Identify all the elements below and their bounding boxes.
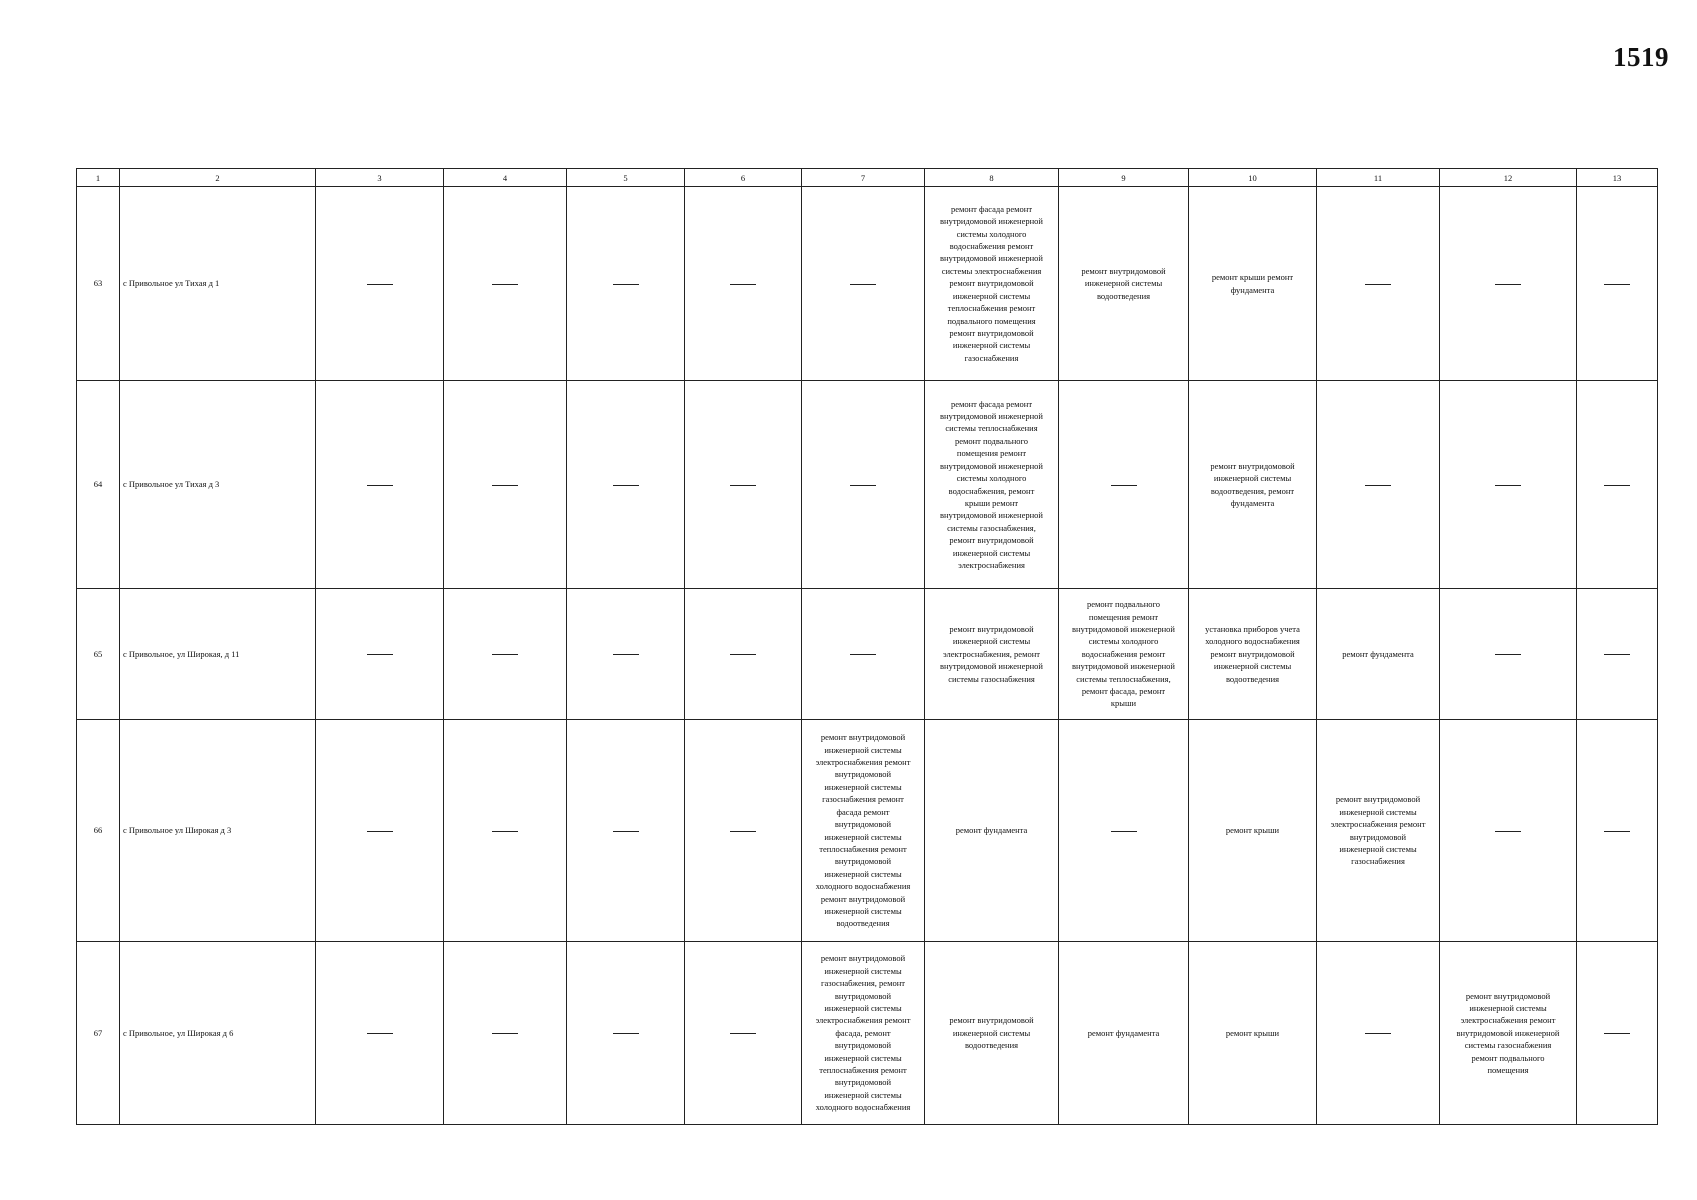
- empty-dash-cell: [1440, 381, 1577, 589]
- work-description-cell: [1189, 942, 1317, 1125]
- empty-dash-cell: [1440, 720, 1577, 942]
- empty-dash-cell: [802, 187, 925, 381]
- table-row: [77, 381, 1658, 589]
- dash-mark: [730, 654, 756, 655]
- work-description-text: ремонт фасада ремонт внутридомовой инженерной системы теплоснабжения ремонт подвального помещения ремонт внутридомовой инженерной системы холодного водоснабжения, ремонт крыши ремонт внутридомовой инженерной системы газоснабжения, ремонт внутридомовой инженерной системы электроснабжения: [940, 398, 1043, 570]
- dash-mark: [850, 654, 876, 655]
- work-description-cell: [1440, 942, 1577, 1125]
- address-cell: с Привольное ул Широкая д 3: [120, 720, 316, 942]
- address-cell: с Привольное, ул Широкая д 6: [120, 942, 316, 1125]
- address-cell: с Привольное, ул Широкая, д 11: [120, 589, 316, 720]
- work-description-cell: [1059, 589, 1189, 720]
- dash-mark: [730, 831, 756, 832]
- empty-dash-cell: [567, 187, 685, 381]
- empty-dash-cell: [567, 720, 685, 942]
- work-description-text: установка приборов учета холодного водоснабжения ремонт внутридомовой инженерной системы водоотведения: [1205, 623, 1300, 684]
- empty-dash-cell: [1577, 381, 1658, 589]
- column-header-12: 12: [1440, 169, 1577, 187]
- column-header-3: 3: [316, 169, 444, 187]
- work-description-cell: [1317, 720, 1440, 942]
- work-description-text: ремонт внутридомовой инженерной системы электроснабжения ремонт внутридомовой инженерной системы газоснабжения: [1330, 794, 1426, 867]
- empty-dash-cell: [802, 381, 925, 589]
- column-header-1: 1: [77, 169, 120, 187]
- empty-dash-cell: [685, 942, 802, 1125]
- dash-mark: [367, 831, 393, 832]
- empty-dash-cell: [316, 942, 444, 1125]
- table-row: [77, 187, 1658, 381]
- column-header-6: 6: [685, 169, 802, 187]
- dash-mark: [613, 654, 639, 655]
- work-description-cell: [925, 942, 1059, 1125]
- work-description-text: ремонт внутридомовой инженерной системы электроснабжения ремонт внутридомовой инженерной системы газоснабжения ремонт фасада ремонт внутридомовой инженерной системы теплоснабжения ремонт внутридомовой инженерной системы холодного водоснабжения ремонт внутридомовой инженерной системы водоотведения: [815, 732, 911, 929]
- empty-dash-cell: [685, 381, 802, 589]
- empty-dash-cell: [1577, 187, 1658, 381]
- table-body: [77, 187, 1658, 1125]
- empty-dash-cell: [1577, 589, 1658, 720]
- work-description-cell: [1317, 589, 1440, 720]
- column-number-row: [77, 169, 1658, 187]
- dash-mark: [1111, 831, 1137, 832]
- work-description-cell: [1059, 942, 1189, 1125]
- dash-mark: [1365, 485, 1391, 486]
- column-header-10: 10: [1189, 169, 1317, 187]
- column-header-11: 11: [1317, 169, 1440, 187]
- dash-mark: [367, 485, 393, 486]
- work-description-text: ремонт крыши ремонт фундамента: [1211, 272, 1294, 295]
- work-description-cell: [1189, 589, 1317, 720]
- empty-dash-cell: [444, 187, 567, 381]
- dash-mark: [492, 485, 518, 486]
- dash-mark: [850, 485, 876, 486]
- work-description-text: ремонт внутридомовой инженерной системы водоотведения: [1081, 265, 1166, 301]
- work-description-cell: [1189, 381, 1317, 589]
- column-header-7: 7: [802, 169, 925, 187]
- dash-mark: [1495, 831, 1521, 832]
- dash-mark: [613, 284, 639, 285]
- work-description-cell: [802, 720, 925, 942]
- row-number-cell: 65: [77, 589, 120, 720]
- dash-mark: [730, 284, 756, 285]
- table-header: [77, 169, 1658, 187]
- empty-dash-cell: [567, 942, 685, 1125]
- dash-mark: [1495, 284, 1521, 285]
- work-description-text: ремонт фундамента: [955, 825, 1028, 836]
- work-description-cell: [1189, 187, 1317, 381]
- table-row: [77, 942, 1658, 1125]
- repair-schedule-table: [76, 168, 1658, 1125]
- column-header-13: 13: [1577, 169, 1658, 187]
- dash-mark: [1604, 485, 1630, 486]
- empty-dash-cell: [685, 589, 802, 720]
- empty-dash-cell: [444, 589, 567, 720]
- empty-dash-cell: [1440, 187, 1577, 381]
- work-description-text: ремонт фундамента: [1342, 648, 1414, 659]
- empty-dash-cell: [1317, 381, 1440, 589]
- dash-mark: [1604, 284, 1630, 285]
- column-header-5: 5: [567, 169, 685, 187]
- table-row: [77, 589, 1658, 720]
- empty-dash-cell: [685, 187, 802, 381]
- empty-dash-cell: [316, 187, 444, 381]
- row-number-cell: 66: [77, 720, 120, 942]
- work-description-cell: [925, 589, 1059, 720]
- dash-mark: [1495, 485, 1521, 486]
- work-description-text: ремонт внутридомовой инженерной системы газоснабжения, ремонт внутридомовой инженерной системы электроснабжения ремонт фасада, ремонт внутридомовой инженерной системы теплоснабжения ремонт внутридомовой инженерной системы холодного водоснабжения: [815, 953, 911, 1113]
- address-cell: с Привольное ул Тихая д 1: [120, 187, 316, 381]
- dash-mark: [613, 485, 639, 486]
- dash-mark: [730, 485, 756, 486]
- dash-mark: [1111, 485, 1137, 486]
- empty-dash-cell: [444, 942, 567, 1125]
- work-description-cell: [1189, 720, 1317, 942]
- dash-mark: [367, 654, 393, 655]
- column-header-8: 8: [925, 169, 1059, 187]
- dash-mark: [613, 1033, 639, 1034]
- column-header-4: 4: [444, 169, 567, 187]
- dash-mark: [613, 831, 639, 832]
- work-description-text: ремонт фасада ремонт внутридомовой инженерной системы холодного водоснабжения ремонт внутридомовой инженерной системы электроснабжения ремонт внутридомовой инженерной системы теплоснабжения ремонт подвального помещения ремонт внутридомовой инженерной системы газоснабжения: [940, 203, 1043, 363]
- work-description-text: ремонт внутридомовой инженерной системы водоотведения: [949, 1015, 1034, 1051]
- empty-dash-cell: [1059, 381, 1189, 589]
- empty-dash-cell: [802, 589, 925, 720]
- empty-dash-cell: [567, 381, 685, 589]
- empty-dash-cell: [444, 720, 567, 942]
- work-description-cell: [802, 942, 925, 1125]
- work-description-text: ремонт внутридомовой инженерной системы электроснабжения ремонт внутридомовой инженерной системы газоснабжения ремонт подвального помещения: [1456, 990, 1560, 1076]
- empty-dash-cell: [1317, 942, 1440, 1125]
- empty-dash-cell: [316, 589, 444, 720]
- empty-dash-cell: [1059, 720, 1189, 942]
- dash-mark: [850, 284, 876, 285]
- dash-mark: [367, 1033, 393, 1034]
- table-row: [77, 720, 1658, 942]
- column-header-2: 2: [120, 169, 316, 187]
- dash-mark: [730, 1033, 756, 1034]
- work-description-text: ремонт фундамента: [1087, 1027, 1160, 1038]
- empty-dash-cell: [1577, 942, 1658, 1125]
- empty-dash-cell: [1577, 720, 1658, 942]
- empty-dash-cell: [444, 381, 567, 589]
- empty-dash-cell: [685, 720, 802, 942]
- dash-mark: [492, 831, 518, 832]
- dash-mark: [367, 284, 393, 285]
- empty-dash-cell: [1317, 187, 1440, 381]
- column-header-9: 9: [1059, 169, 1189, 187]
- empty-dash-cell: [1440, 589, 1577, 720]
- row-number-cell: 63: [77, 187, 120, 381]
- work-description-cell: [1059, 187, 1189, 381]
- dash-mark: [1365, 284, 1391, 285]
- row-number-cell: 67: [77, 942, 120, 1125]
- work-description-cell: [925, 381, 1059, 589]
- empty-dash-cell: [567, 589, 685, 720]
- empty-dash-cell: [316, 720, 444, 942]
- work-description-text: ремонт внутридомовой инженерной системы электроснабжения, ремонт внутридомовой инженерной системы газоснабжения: [940, 623, 1043, 684]
- address-cell: с Привольное ул Тихая д 3: [120, 381, 316, 589]
- work-description-text: ремонт крыши: [1225, 825, 1280, 836]
- work-description-text: ремонт внутридомовой инженерной системы водоотведения, ремонт фундамента: [1210, 460, 1295, 508]
- dash-mark: [1495, 654, 1521, 655]
- dash-mark: [1365, 1033, 1391, 1034]
- empty-dash-cell: [316, 381, 444, 589]
- work-description-text: ремонт крыши: [1225, 1027, 1280, 1038]
- dash-mark: [1604, 831, 1630, 832]
- page-number: 1519: [1613, 42, 1669, 72]
- dash-mark: [1604, 1033, 1630, 1034]
- work-description-cell: [925, 187, 1059, 381]
- row-number-cell: 64: [77, 381, 120, 589]
- dash-mark: [492, 284, 518, 285]
- dash-mark: [492, 654, 518, 655]
- dash-mark: [492, 1033, 518, 1034]
- work-description-cell: [925, 720, 1059, 942]
- work-description-text: ремонт подвального помещения ремонт внутридомовой инженерной системы холодного водоснабжения ремонт внутридомовой инженерной системы теплоснабжения, ремонт фасада, ремонт крыши: [1072, 599, 1175, 709]
- dash-mark: [1604, 654, 1630, 655]
